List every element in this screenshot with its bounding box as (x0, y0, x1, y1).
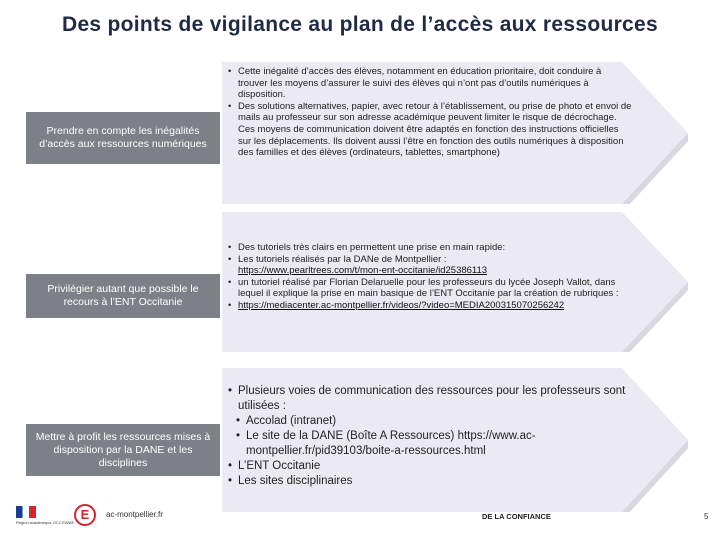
region-label: Région académique OCCITANIE (16, 520, 75, 525)
arrow-panel-1 (222, 62, 688, 204)
left-label-3: Mettre à profit les ressources mises à disposition par la DANE et les disciplines (26, 424, 220, 476)
bullet-item: • un tutoriel réalisé par Florian Delaruelle pour les professeurs du lycée Joseph Vallot, dans lequel il explique la prise en main basique de l’ENT Occitanie par la création de rubriques : (228, 276, 619, 300)
pearltrees-link[interactable]: https://www.pearltrees.com/t/mon-ent-occitanie/id25386113 (238, 265, 488, 277)
bullet-item: • Les tutoriels réalisés par la DANe de Montpellier : (228, 253, 447, 265)
bullets-3 (228, 384, 648, 489)
mediacenter-link-row: • https://mediacenter.ac-montpellier.fr/videos/?video=MEDIA200315070256242 (228, 299, 565, 311)
arrow-panel-2 (222, 212, 688, 352)
academy-link[interactable]: ac-montpellier.fr (106, 510, 163, 519)
pearltrees-link-row (228, 265, 633, 277)
bullet-item: • Les sites disciplinaires (228, 475, 353, 487)
bullet-item: • Plusieurs voies de communication des ressources pour les professeurs sont utilisées : (228, 385, 626, 412)
bullet-item: • Accolad (intranet) (236, 415, 337, 427)
bullets-2 (228, 242, 633, 312)
page-number: 5 (704, 512, 709, 521)
education-logo: E (74, 504, 96, 526)
bullets-1 (228, 66, 633, 159)
page-title: Des points de vigilance au plan de l’accès aux ressources (61, 13, 658, 36)
left-label-1: Prendre en compte les inégalités d’accès aux ressources numériques (26, 112, 220, 164)
arrow-panel-3 (222, 368, 688, 512)
republique-logo (16, 506, 36, 518)
bullet-item: • L’ENT Occitanie (228, 460, 321, 472)
left-label-2: Privilégier autant que possible le recours à l’ENT Occitanie (26, 274, 220, 318)
dane-link[interactable]: Le site de la DANE (Boîte A Ressources) https://www.ac-montpellier.fr/pid39103/boite-a-ressources.html (246, 430, 536, 457)
footer-logos (14, 498, 174, 532)
confiance-label: DE LA CONFIANCE (482, 512, 551, 521)
bullet-item: • Des solutions alternatives, papier, avec retour à l’établissement, ou prise de photo et envoi de mails au professeur sur son adresse académique peuvent limiter le risque de décrochage. Ces moyens de communication doivent être adaptés en fonction des instructions officielles sur les déplacements. Ils doivent aussi l’être en fonction des outils numériques à disposition des familles et des élèves (ordinateurs, tablettes, smartphone) (228, 100, 632, 159)
watermark-text (466, 502, 467, 508)
bullet-item: • Le site de la DANE (Boîte A Ressources) https://www.ac-montpellier.fr/pid39103/boite-a-ressources.html (228, 429, 648, 459)
bullet-item: • Des tutoriels très clairs en permettent une prise en main rapide: (228, 242, 506, 253)
bullet-item: • Cette inégalité d’accès des élèves, notamment en éducation prioritaire, doit conduire à trouver les moyens d’assurer le suivi des élèves qui n’ont pas d’outils numériques à disposition. (228, 66, 602, 101)
mediacenter-link[interactable]: https://mediacenter.ac-montpellier.fr/videos/?video=MEDIA200315070256242 (238, 299, 565, 311)
